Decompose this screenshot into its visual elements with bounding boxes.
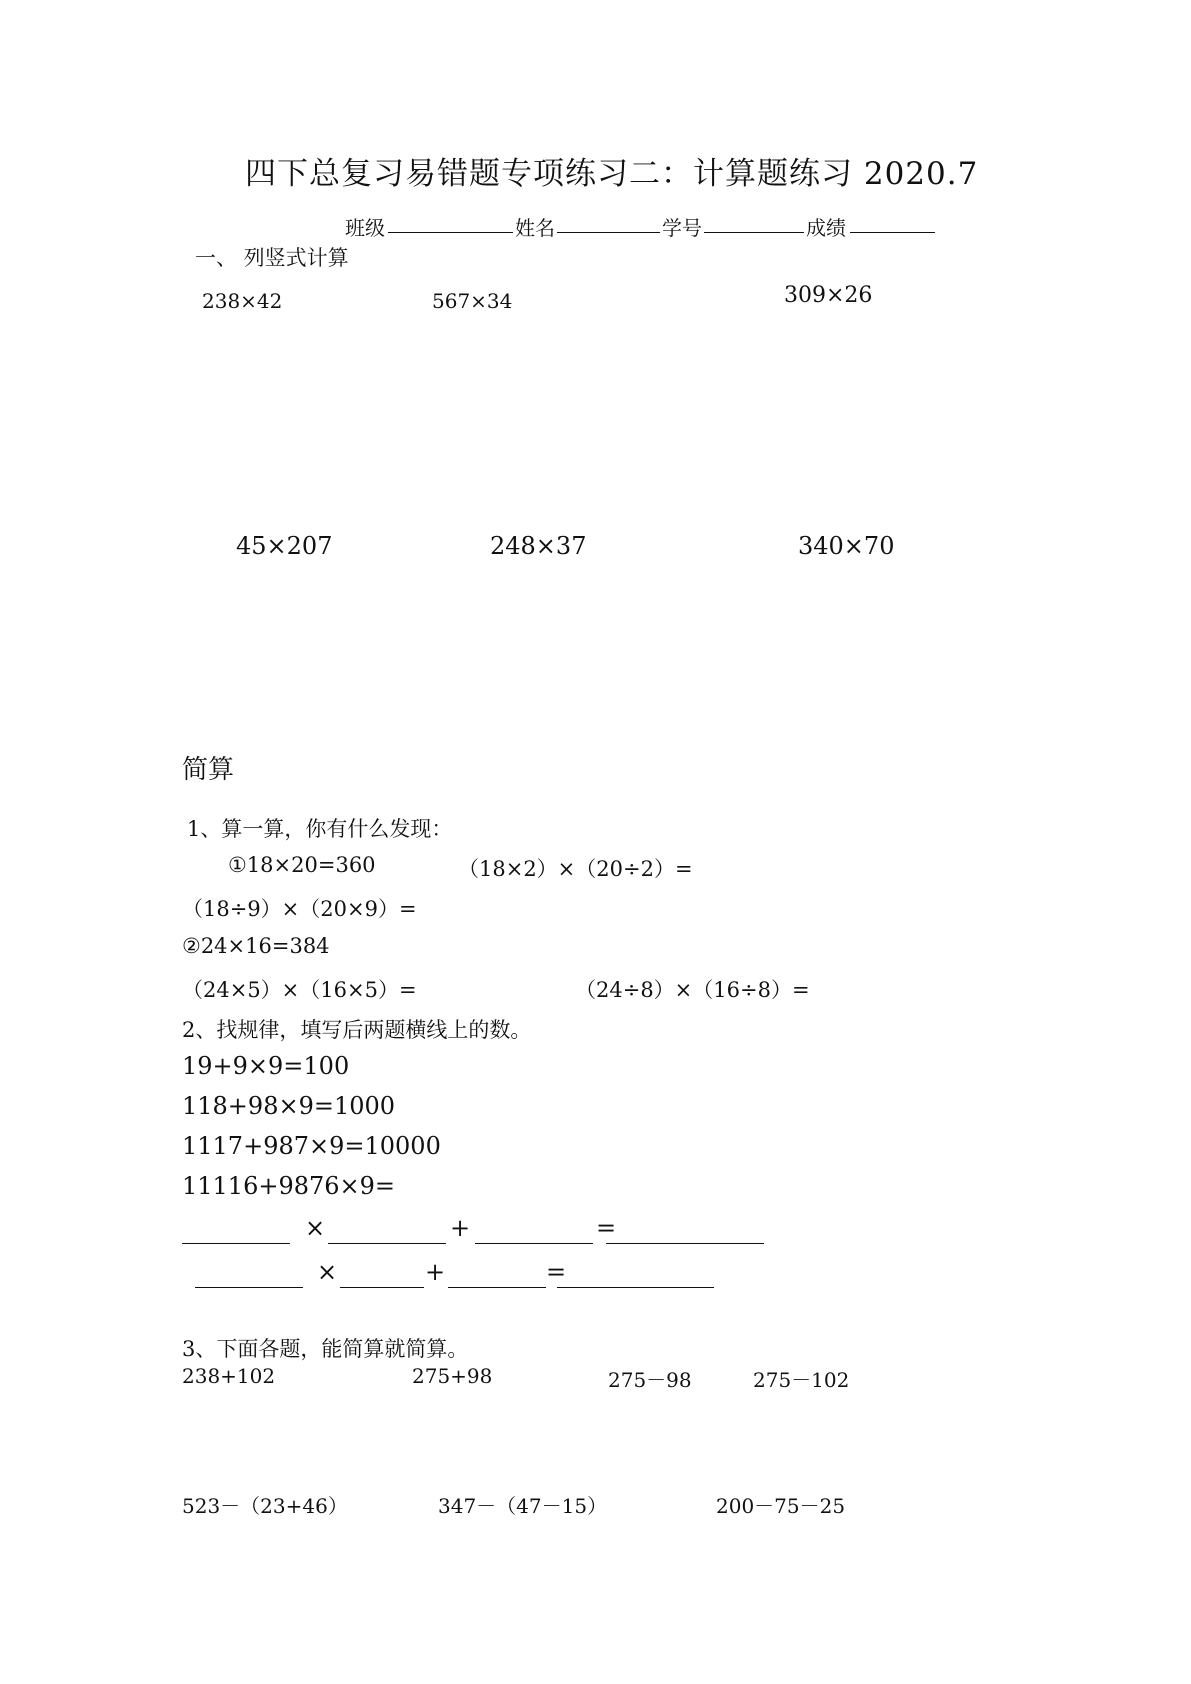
simplify-problem: 347－（47－15） (438, 1494, 608, 1518)
question1-item: （18×2）×（20÷2）= (458, 857, 693, 881)
pattern-line: 19+9×9=100 (182, 1052, 350, 1080)
name-blank[interactable] (557, 232, 660, 233)
pattern-line: 1117+987×9=10000 (182, 1132, 441, 1160)
class-blank[interactable] (388, 232, 513, 233)
score-label: 成绩 (806, 216, 846, 240)
simplify-problem: 200－75－25 (716, 1494, 846, 1518)
class-label: 班级 (345, 216, 385, 240)
times-sign: × (317, 1258, 338, 1286)
fill-blank[interactable] (606, 1243, 764, 1244)
fill-blank[interactable] (182, 1243, 290, 1244)
question1-given-b: ②24×16=384 (182, 934, 330, 958)
fill-blank[interactable] (195, 1287, 303, 1288)
vertical-problem: 340×70 (798, 532, 895, 560)
simplify-problem: 275+98 (412, 1364, 493, 1388)
pattern-line: 11116+9876×9= (182, 1172, 396, 1200)
simplify-problem: 523－（23+46） (182, 1494, 348, 1518)
question1-item: （24÷8）×（16÷8）= (575, 978, 810, 1002)
vertical-problem: 567×34 (432, 289, 513, 313)
question1-item: （18÷9）×（20×9）= (182, 897, 417, 921)
question3-title: 3、下面各题，能简算就简算。 (182, 1337, 469, 1361)
fill-blank[interactable] (328, 1243, 446, 1244)
question1-title: 1、算一算，你有什么发现： (187, 817, 453, 841)
vertical-problem: 309×26 (784, 283, 873, 308)
equals-sign: = (596, 1214, 617, 1242)
name-label: 姓名 (515, 216, 555, 240)
simplify-problem: 275－98 (608, 1368, 692, 1392)
question1-item: （24×5）×（16×5）= (182, 978, 417, 1002)
plus-sign: + (425, 1258, 446, 1286)
page-title: 四下总复习易错题专项练习二：计算题练习 2020.7 (245, 156, 979, 192)
simplify-problem: 238+102 (182, 1364, 276, 1388)
fill-blank[interactable] (475, 1243, 593, 1244)
vertical-problem: 238×42 (202, 289, 283, 313)
section1-heading: 一、 列竖式计算 (195, 246, 349, 270)
fill-blank[interactable] (340, 1287, 424, 1288)
student-number-blank[interactable] (704, 232, 804, 233)
student-number-label: 学号 (662, 216, 702, 240)
pattern-line: 118+98×9=1000 (182, 1092, 396, 1120)
vertical-problem: 248×37 (490, 532, 587, 560)
question2-title: 2、找规律，填写后两题横线上的数。 (182, 1018, 532, 1042)
fill-blank[interactable] (448, 1287, 546, 1288)
fill-blank[interactable] (557, 1287, 714, 1288)
simplify-problem: 275－102 (753, 1368, 850, 1392)
score-blank[interactable] (850, 232, 935, 233)
times-sign: × (305, 1214, 326, 1242)
vertical-problem: 45×207 (236, 532, 333, 560)
section2-heading: 简算 (182, 755, 235, 785)
question1-given-a: ①18×20=360 (228, 853, 376, 877)
equals-sign: = (546, 1258, 567, 1286)
plus-sign: + (450, 1214, 471, 1242)
